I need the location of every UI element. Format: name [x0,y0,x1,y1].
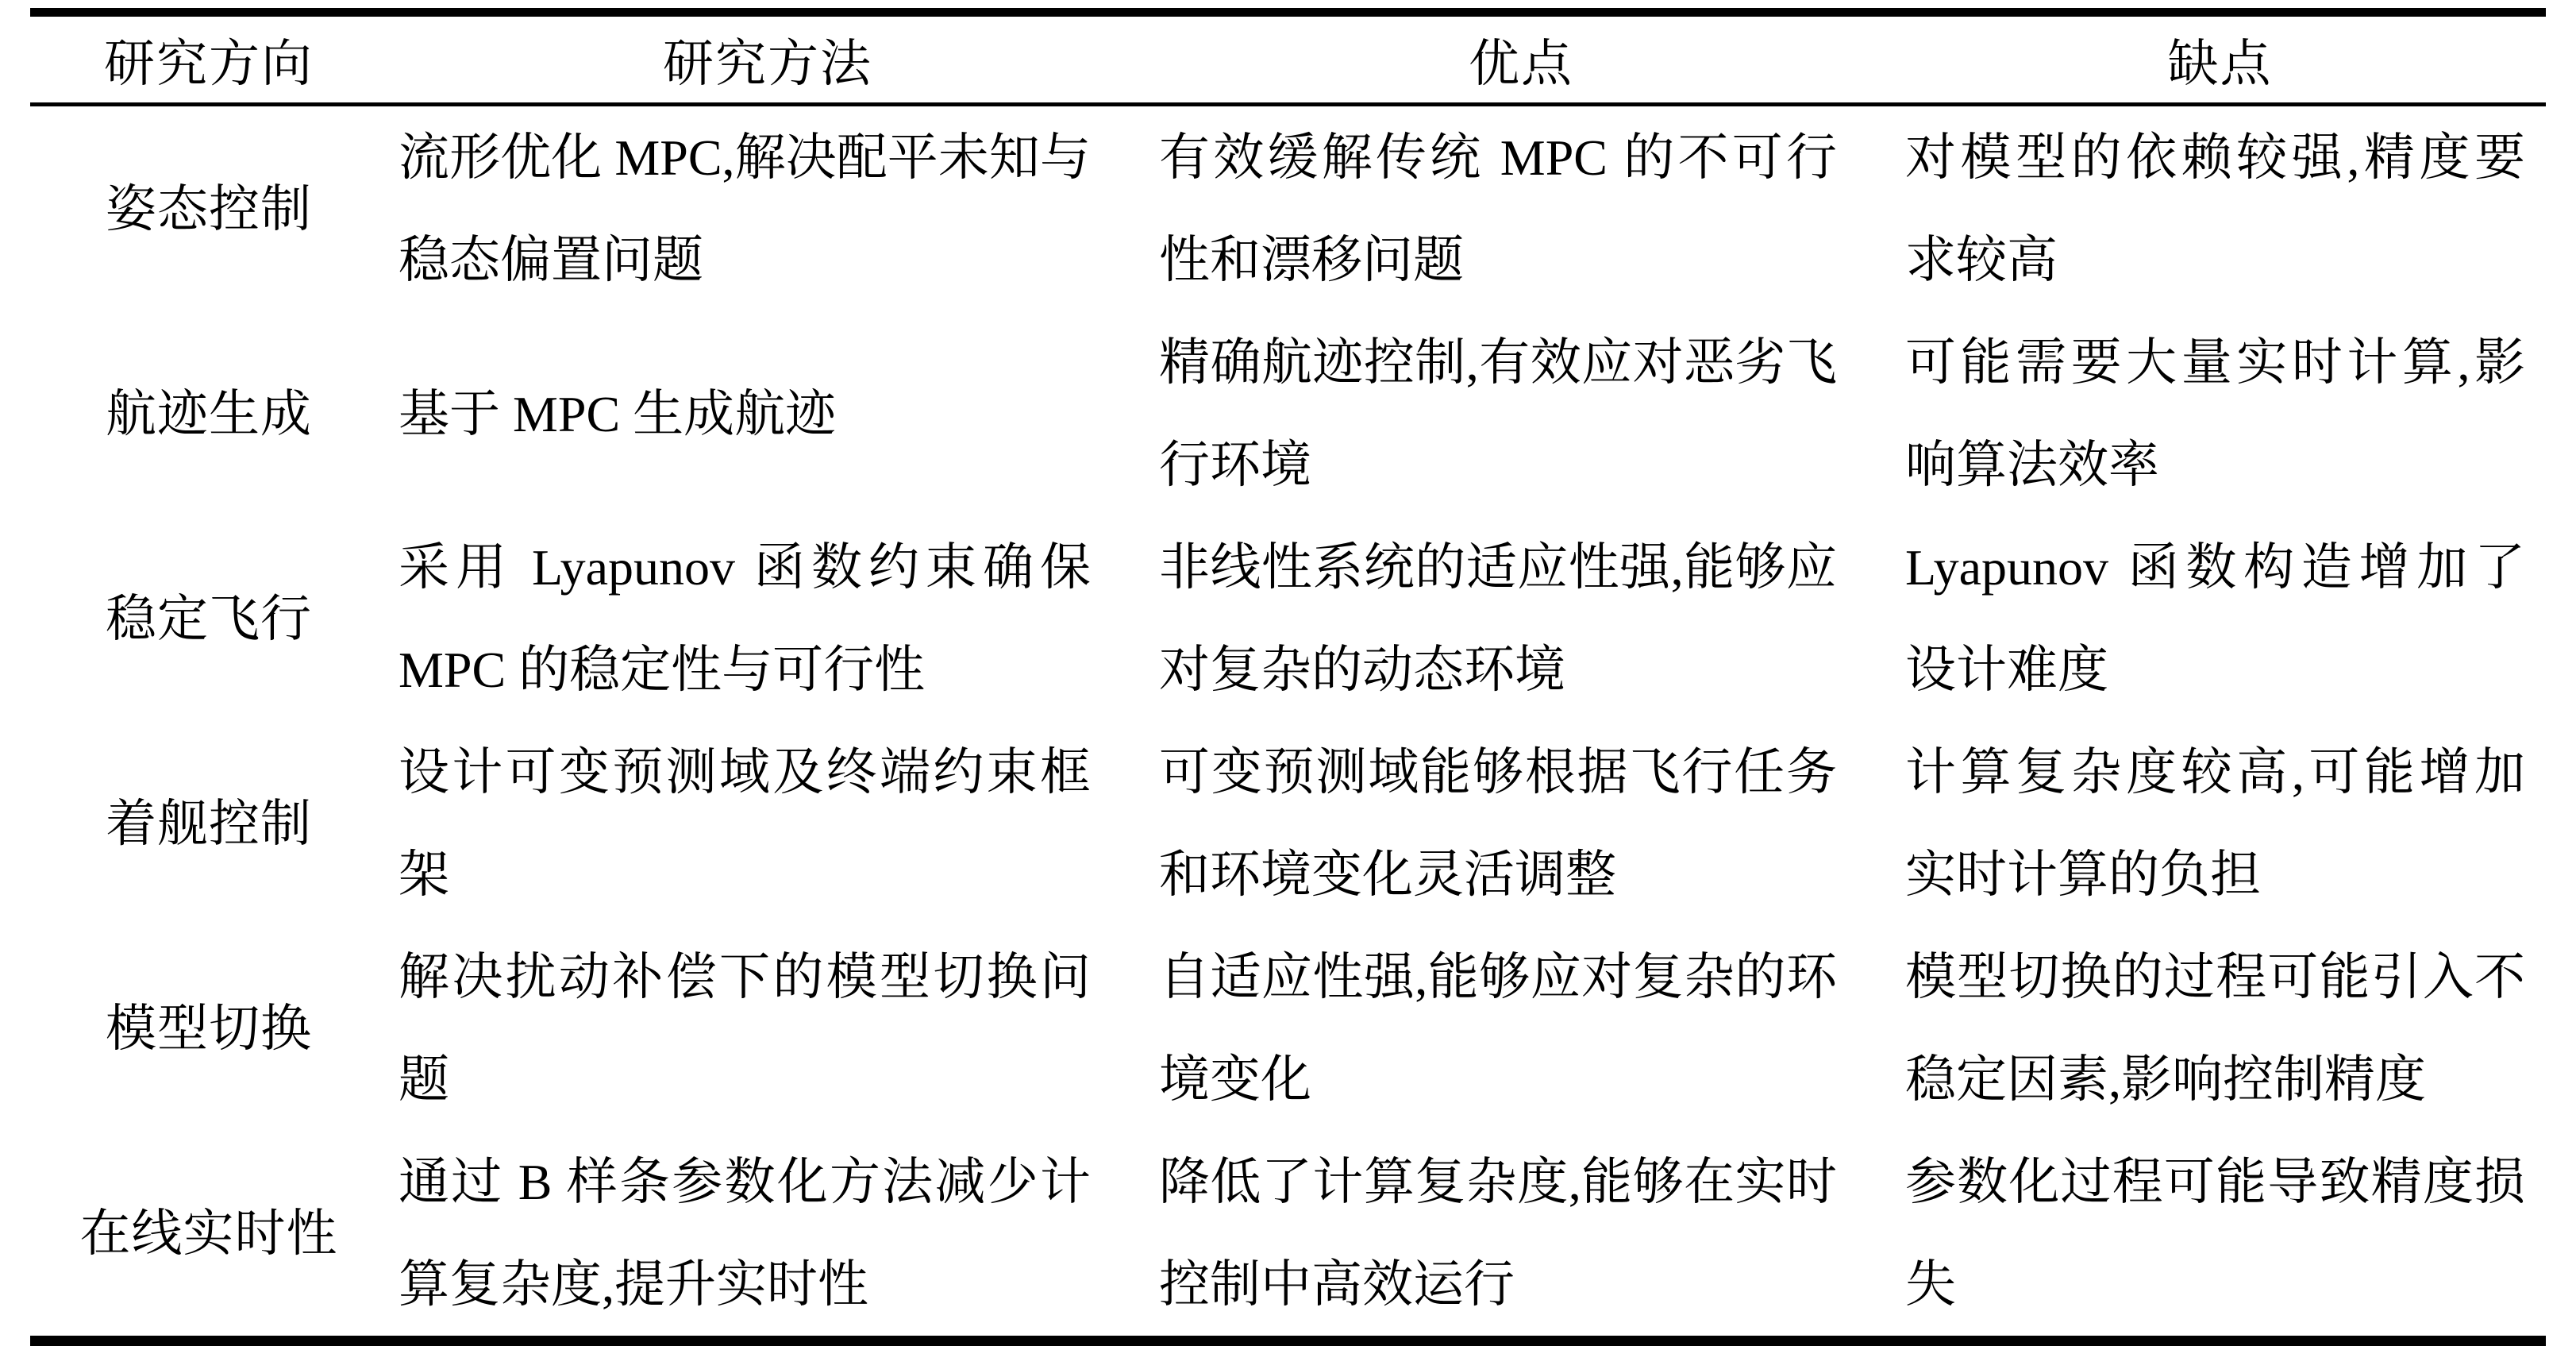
cell-research-direction: 着舰控制 [106,795,312,852]
cell-disadvantage: 对模型的依赖较强,精度要求较高 [1905,129,2525,288]
column-header-research-direction: 研究方向 [30,13,387,105]
cell-research-method: 设计可变预测域及终端约束框架 [399,744,1091,903]
mpc-research-comparison-table [30,8,2546,1346]
table-row [30,311,2546,516]
cell-disadvantage: Lyapunov 函数构造增加了设计难度 [1905,539,2525,698]
table-row [30,1131,2546,1341]
cell-research-direction: 稳定飞行 [106,590,312,647]
cell-advantage: 非线性系统的适应性强,能够应对复杂的动态环境 [1159,539,1837,698]
cell-research-method: 基于 MPC 生成航迹 [399,385,837,442]
cell-research-direction: 模型切换 [106,1000,312,1057]
cell-research-direction: 在线实时性 [79,1205,338,1262]
cell-disadvantage: 模型切换的过程可能引入不稳定因素,影响控制精度 [1905,949,2525,1108]
cell-advantage: 降低了计算复杂度,能够在实时控制中高效运行 [1159,1154,1837,1313]
table-row [30,926,2546,1131]
cell-advantage: 可变预测域能够根据飞行任务和环境变化灵活调整 [1159,744,1837,903]
cell-disadvantage: 计算复杂度较高,可能增加实时计算的负担 [1905,744,2525,903]
table-header-row [30,13,2546,105]
cell-disadvantage: 参数化过程可能导致精度损失 [1905,1154,2525,1313]
column-header-research-method: 研究方法 [387,13,1148,105]
table-row [30,721,2546,926]
table-row [30,105,2546,312]
cell-research-method: 解决扰动补偿下的模型切换问题 [399,949,1091,1108]
cell-research-method: 通过 B 样条参数化方法减少计算复杂度,提升实时性 [399,1154,1091,1313]
cell-research-method: 流形优化 MPC,解决配平未知与稳态偏置问题 [399,129,1091,288]
cell-disadvantage: 可能需要大量实时计算,影响算法效率 [1905,334,2525,493]
cell-advantage: 自适应性强,能够应对复杂的环境变化 [1159,949,1837,1108]
column-header-disadvantages: 缺点 [1894,13,2546,105]
cell-research-direction: 姿态控制 [106,180,312,237]
cell-research-method: 采用 Lyapunov 函数约束确保 MPC 的稳定性与可行性 [399,539,1091,698]
cell-advantage: 精确航迹控制,有效应对恶劣飞行环境 [1159,334,1837,493]
cell-research-direction: 航迹生成 [106,385,312,442]
table-row [30,516,2546,721]
column-header-advantages: 优点 [1148,13,1894,105]
cell-advantage: 有效缓解传统 MPC 的不可行性和漂移问题 [1159,129,1837,288]
